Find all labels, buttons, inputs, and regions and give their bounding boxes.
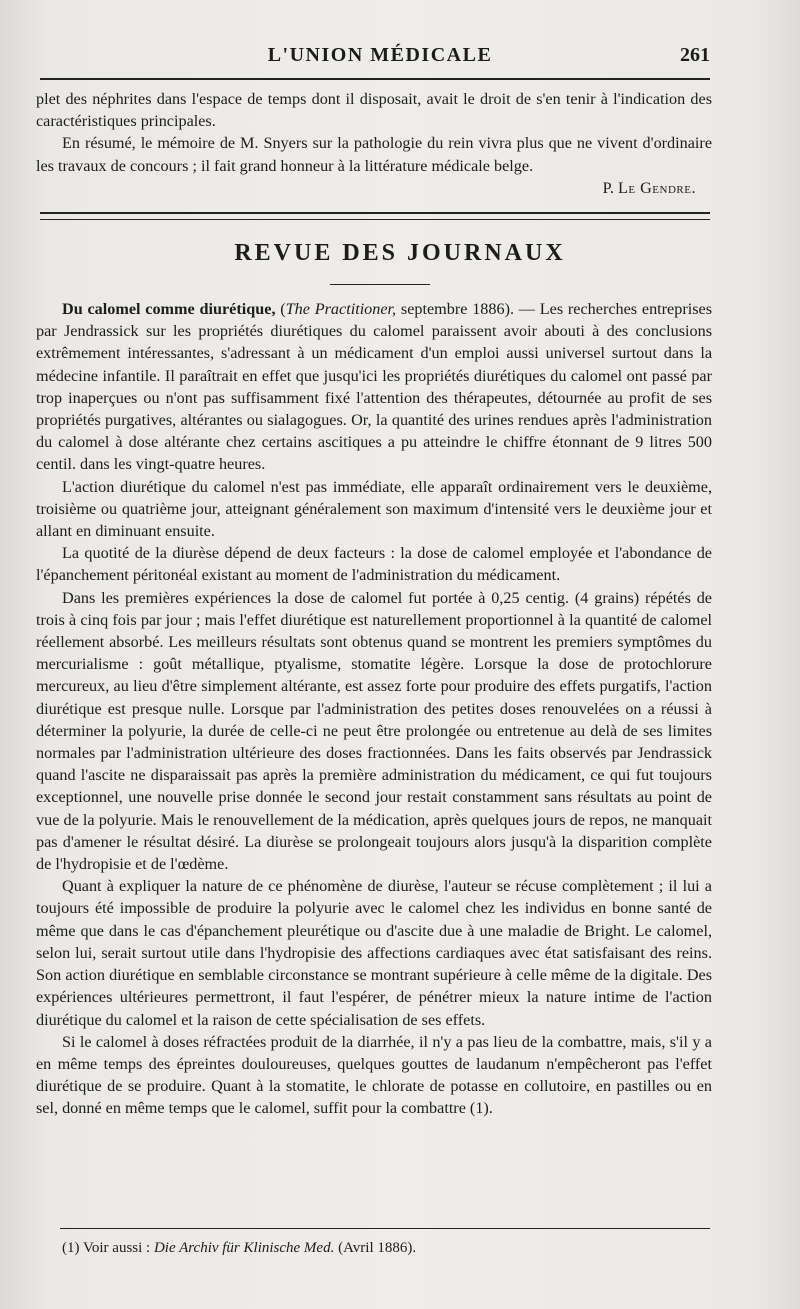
article-date: septembre 1886). bbox=[400, 300, 515, 318]
footnote-date: (Avril 1886). bbox=[338, 1240, 417, 1256]
article-paragraph: L'action diurétique du calomel n'est pas immédiate, elle apparaît ordinairement vers le deuxième, troisième ou quatrième jour, atteignant généralement son maximum d'intensité vers le deuxième jour et allant en diminuant ensuite. bbox=[36, 477, 712, 541]
footnote-rule bbox=[60, 1228, 710, 1229]
author-signature bbox=[36, 177, 712, 199]
article-paragraph: Dans les premières expériences la dose de calomel fut portée à 0,25 centig. (4 grains) répétés de trois à cinq fois par jour ; mais l'effet diurétique est naturellement proportionnel à la quantité de calomel réellement absorbé. Les meilleurs résultats sont obtenus quand se montrent les premiers symptômes du mercurialisme : goût métallique, ptyalisme, stomatite légère. Lorsque la dose de protochlorure mercureux, au lieu d'être simplement altérante, est assez forte pour produire des effets purgatifs, l'action diurétique est presque nulle. Lorsque par l'administration des petites doses renouvelées on a réussi à déterminer la polyurie, la durée de celle-ci ne peut être prolongée ou entretenue au delà de ses limites normales par l'administration ultérieure des doses fractionnées. Dans les faits observés par Jendrassick quand l'ascite ne disparaissait pas après la première administration du médicament, ce qui fut toujours exceptionnel, une nouvelle prise donnée le second jour restait constamment sans résultats au point de vue de la polyurie. Mais le renouvellement de la médication, après quelques jours de repos, ne manquait pas d'amener le résultat désiré. La diurèse se prolongeait toujours alors jusqu'à la disparition complète de l'hydropisie et de l'œdème. bbox=[36, 588, 712, 874]
section-title-rule bbox=[330, 284, 430, 285]
article-title: Du calomel comme diurétique, bbox=[62, 300, 276, 318]
intro-paragraph-1: plet des néphrites dans l'espace de temps dont il disposait, avait le droit de s'en tenir à l'indication des caractéristiques principales. bbox=[36, 90, 712, 131]
article-paragraph: La quotité de la diurèse dépend de deux facteurs : la dose de calomel employée et l'abondance de l'épanchement péritonéal existant au moment de l'administration du médicament. bbox=[36, 544, 712, 585]
intro-paragraph-2: En résumé, le mémoire de M. Snyers sur la pathologie du rein vivra plus que ne vivent d'ordinaire les travaux de concours ; il fait grand honneur à la littérature médicale belge. bbox=[36, 134, 712, 175]
footnote-source: Die Archiv für Klinische Med. bbox=[153, 1240, 335, 1256]
article-paragraph: Quant à expliquer la nature de ce phénomène de diurèse, l'auteur se récuse complètement ; il lui a toujours été impossible de produire la polyurie avec le calomel chez les individus en bonne santé de même que dans le cas d'épanchement pleurétique ou d'ascite due à une maladie de Bright. Le calomel, selon lui, serait surtout utile dans l'hydropisie des affections cardiaques avec état satisfaisant des reins. Son action diurétique en semblable circonstance se montrant supérieure à celle même de la digitale. Des expériences ultérieures permettront, il faut l'espérer, de pénétrer mieux la nature intime de l'action diurétique du calomel et la raison de cette spécialisation de ses effets. bbox=[36, 877, 712, 1029]
article-journal: The Practitioner, bbox=[285, 300, 397, 318]
intro-section bbox=[36, 88, 712, 199]
page-number: 261 bbox=[680, 44, 710, 66]
journal-title: L'UNION MÉDICALE bbox=[267, 44, 493, 66]
running-header bbox=[50, 40, 710, 76]
footnote-prefix: (1) Voir aussi : bbox=[62, 1240, 151, 1256]
section-title: REVUE DES JOURNAUX bbox=[234, 240, 566, 266]
footnote bbox=[62, 1238, 702, 1258]
article-paragraph: Si le calomel à doses réfractées produit de la diarrhée, il n'y a pas lieu de la combattre, mais, s'il y a en même temps des épreintes douloureuses, quelques gouttes de laudanum n'empêcheront pas l'effet diurétique de se produire. Quant à la stomatite, le chlorate de potasse en collutoire, en pastilles ou en sel, donné en même temps que le calomel, suffit pour la combattre (1). bbox=[36, 1032, 712, 1118]
header-rule bbox=[40, 78, 710, 80]
article-lead-paragraph: Du calomel comme diurétique, (The Practitioner, septembre 1886). — Les recherches entreprises par Jendrassick sur les propriétés diurétiques du calomel paraissent avoir abouti à des conclusions extrêmement intéressantes, s'adressant à un médicament d'un emploi aussi universel surtout dans la médecine infantile. Il paraîtrait en effet que jusqu'ici les propriétés diurétiques du calomel ont passé par trop inaperçues ou n'ont pas suffisamment fixé l'attention des thérapeutes, détournée au profit de ses propriétés purgatives, altérantes ou sialagogues. Or, la quantité des urines rendues après l'administration du calomel à dose altérante chez certains ascitiques a pu atteindre le chiffre étonnant de 9 litres 500 centil. dans les vingt-quatre heures. bbox=[36, 300, 712, 474]
article-lead-text: — Les recherches entreprises par Jendrassick sur les propriétés diurétiques du calomel paraissent avoir abouti à des conclusions extrêmement intéressantes, s'adressant à un médicament d'un emploi aussi universel surtout dans la médecine infantile. Il paraîtrait en effet que jusqu'ici les propriétés diurétiques du calomel ont passé par trop inaperçues ou n'ont pas suffisamment fixé l'attention des thérapeutes, détournée au profit de ses propriétés purgatives, altérantes ou sialagogues. Or, la quantité des urines rendues après l'administration du calomel à dose altérante chez certains ascitiques a pu atteindre le chiffre étonnant de 9 litres 500 centil. dans les vingt-quatre heures. bbox=[36, 300, 712, 474]
signature-name: Le Gendre. bbox=[617, 178, 696, 197]
signature-initial: P. bbox=[602, 178, 614, 197]
article bbox=[36, 298, 712, 1120]
section-double-rule-bottom bbox=[40, 219, 710, 220]
section-double-rule-top bbox=[40, 212, 710, 214]
